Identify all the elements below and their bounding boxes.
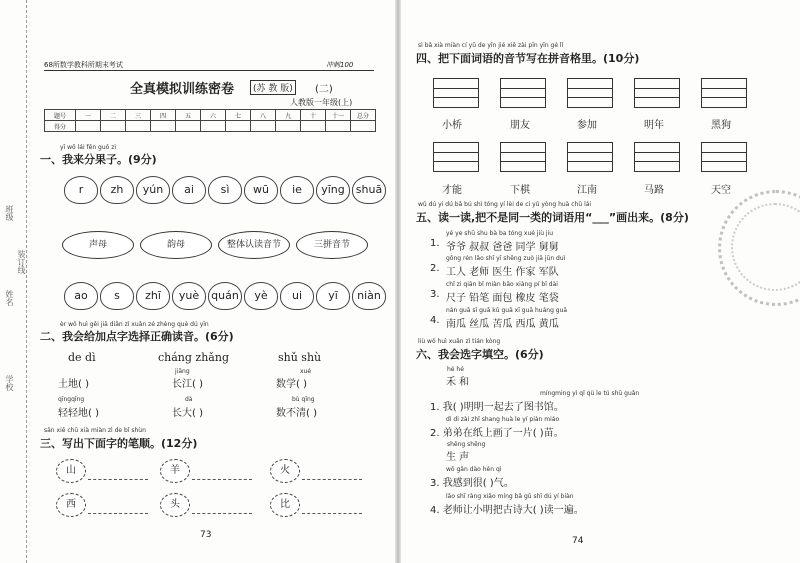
q2-word[interactable]: 数不清( ) [276,408,317,419]
q5-row-pinyin: nán guā sī guā kǔ guā xī guā huáng guā [446,307,568,314]
score-input-cell[interactable] [251,121,276,132]
q5-row-number: 2. [430,263,440,274]
score-input-cell[interactable] [176,121,201,132]
binding-label-line: 装订线 [17,250,26,274]
peach-item[interactable]: wū [244,176,278,204]
q6-pair1-chars: 禾 和 [446,377,470,388]
binding-label-class: 班级 [5,205,14,221]
score-input-cell[interactable] [201,121,226,132]
score-input-cell[interactable] [226,121,251,132]
q6-pair2-chars: 生 声 [446,452,470,463]
pinyin-grid[interactable] [567,142,613,172]
q6-title: 六、我会选字填空。(6分) [416,348,544,361]
score-input-cell[interactable] [276,121,301,132]
score-input-cell[interactable] [101,121,126,132]
score-table-header-row [45,110,376,121]
q5-pinyin: wǔ dú yi dú bǎ bú shì tóng yí lèi de cí yǔ yòng huà chū lái [418,201,592,208]
score-input-cell[interactable] [126,121,151,132]
score-cell: 六 [201,110,226,121]
binding-label-school: 学校 [5,375,14,391]
q4-word: 下棋 [510,185,530,196]
q2-word[interactable]: 长大( ) [172,408,203,419]
stroke-char: 西 [56,493,86,517]
q3-title: 三、写出下面字的笔顺。(12分) [40,437,198,450]
q2-word[interactable]: 轻轻地( ) [58,408,99,419]
q2-word-pinyin: xué [300,368,312,375]
q6-s2-pinyin: dì di zài zhǐ shang huà le yí piàn miáo [446,416,560,423]
q6-s4-pinyin: lǎo shī ràng xiǎo míng bǎ gǔ shī dú yí biàn [446,493,574,500]
peach-item[interactable]: zhī [136,282,170,310]
stroke-char: 比 [270,493,300,517]
score-cell: 总分 [351,110,376,121]
q5-row-number: 3. [430,289,440,300]
score-cell: 二 [101,110,126,121]
peach-item[interactable]: quán [208,282,242,310]
q2-word[interactable]: 长江( ) [172,379,203,390]
peach-item[interactable]: s [100,282,134,310]
pinyin-grid[interactable] [701,142,747,172]
q6-sentence-2[interactable]: 2. 弟弟在纸上画了一片( )苗。 [430,428,564,439]
q6-pinyin: liù wǒ huì xuǎn zì tián kòng [418,338,501,345]
stroke-char: 头 [160,493,190,517]
score-input-cell[interactable] [151,121,176,132]
stroke-answer-line[interactable] [88,478,148,480]
q6-s3-pinyin: wǒ gǎn dào hěn qì [446,466,502,473]
peach-item[interactable]: yīng [316,176,350,204]
q6-sentence-3[interactable]: 3. 我感到很( )气。 [430,478,514,489]
q5-title: 五、读一读,把不是同一类的词语用“___”画出来。(8分) [416,211,689,224]
q4-word: 黑狗 [711,120,731,131]
q2-pinyin: èr wǒ huì gěi jiā diǎn zì xuǎn zé zhèng què dú yīn [60,321,209,328]
stroke-char: 火 [270,459,300,483]
stroke-answer-line[interactable] [192,512,252,514]
score-table [44,109,376,132]
q5-row-pinyin: gōng rén lǎo shī yī shēng zuò jiā jūn duì [446,255,566,262]
header-right-text: 冲刺100 [326,61,354,69]
q6-pair2-pinyin: shēng shēng [447,441,486,448]
peach-item[interactable]: r [64,176,98,204]
page-number-left: 73 [200,530,212,540]
exam-title-suffix: (二) [315,84,333,95]
q4-pinyin: sì bǎ xià miàn cí yǔ de yīn jié xiě zài pīn yīn gé lǐ [418,42,564,49]
pinyin-grid[interactable] [701,78,747,108]
basket-finals[interactable]: 韵母 [140,231,212,259]
q3-pinyin: sān xiě chū xià miàn zì de bǐ shùn [44,427,146,434]
pinyin-grid[interactable] [433,78,479,108]
score-input-cell[interactable] [76,121,101,132]
page-number-right: 74 [572,536,584,546]
score-cell: 七 [226,110,251,121]
q6-s1-pinyin: míngming yì qǐ qù le tú shū guǎn [540,390,640,397]
score-input-cell[interactable] [301,121,326,132]
stroke-answer-line[interactable] [302,478,362,480]
score-cell: 八 [251,110,276,121]
pinyin-grid[interactable] [567,78,613,108]
q5-row-words[interactable]: 尺子 铅笔 面包 橡皮 笔袋 [446,293,559,304]
peach-item[interactable]: yún [136,176,170,204]
q6-sentence-4[interactable]: 4. 老师让小明把古诗大( )读一遍。 [430,505,584,516]
peach-item[interactable]: yè [244,282,278,310]
basket-three-part[interactable]: 三拼音节 [296,231,368,259]
basket-whole-syllables[interactable]: 整体认读音节 [218,231,290,259]
q4-word: 马路 [644,185,664,196]
header-small-text: 68所数学教科所期末考试 [44,61,123,69]
pinyin-grid[interactable] [433,142,479,172]
q2-word-pinyin: jiāng [175,368,190,375]
q2-title: 二、我会给加点字选择正确读音。(6分) [40,330,234,343]
q6-pair1-pinyin: hé hé [447,366,464,373]
book-spine [395,0,401,563]
score-input-cell[interactable] [326,121,351,132]
score-cell: 三 [126,110,151,121]
q4-word: 朋友 [510,120,530,131]
q2-word[interactable]: 数学( ) [276,379,307,390]
q4-word: 参加 [577,120,597,131]
peach-item[interactable]: yī [316,282,350,310]
score-cell: 得分 [45,121,76,132]
q5-row-words[interactable]: 工人 老师 医生 作家 军队 [446,267,559,278]
stroke-answer-line[interactable] [302,512,362,514]
q5-row-words[interactable]: 南瓜 丝瓜 苦瓜 西瓜 黄瓜 [446,319,559,330]
score-cell: 题号 [45,110,76,121]
q2-word[interactable]: 土地( ) [58,379,89,390]
basket-initials[interactable]: 声母 [62,231,134,259]
q4-word: 天空 [711,185,731,196]
stroke-char: 羊 [160,459,190,483]
pinyin-grid[interactable] [634,142,680,172]
peach-item[interactable]: ui [280,282,314,310]
score-cell: 四 [151,110,176,121]
q2-choices-1: de dì [68,351,96,364]
pinyin-grid[interactable] [634,78,680,108]
score-cell: 一 [76,110,101,121]
stroke-answer-line[interactable] [192,478,252,480]
binding-label-name: 姓名 [5,290,14,306]
q4-title: 四、把下面词语的音节写在拼音格里。(10分) [416,52,640,65]
q4-word: 明年 [644,120,664,131]
peach-item[interactable]: zh [100,176,134,204]
q2-choices-3: shǔ shù [278,351,322,364]
peach-item[interactable]: shuā [352,176,386,204]
header-rule [44,70,374,71]
q1-title: 一、我来分果子。(9分) [40,153,157,166]
grade-label: 人教版一年级(上) [290,98,353,107]
q5-row-pinyin: chǐ zi qiān bǐ miàn bāo xiàng pí bǐ dài [446,281,558,288]
peach-item[interactable]: ie [280,176,314,204]
q2-word-pinyin: dà [185,396,193,403]
stroke-answer-line[interactable] [88,512,148,514]
stroke-char: 山 [56,459,86,483]
peach-item[interactable]: ai [172,176,206,204]
peach-item[interactable]: sì [208,176,242,204]
peach-item[interactable]: yuè [172,282,206,310]
q4-word: 小桥 [442,120,462,131]
q5-row-number: 4. [430,315,440,326]
score-input-cell[interactable] [351,121,376,132]
peach-item[interactable]: niàn [352,282,386,310]
pinyin-grid[interactable] [500,78,546,108]
score-table-score-row [45,121,376,132]
q2-word-pinyin: qīngqīng [58,396,85,403]
q1-pinyin: yī wǒ lái fēn guǒ zi [60,144,117,151]
exam-title-badge: (苏 教 版) [250,80,296,95]
q2-choices-2: cháng zhǎng [158,351,229,364]
q2-word-pinyin: bù qīng [292,396,315,403]
score-cell: 十 [301,110,326,121]
q4-word: 江南 [577,185,597,196]
pinyin-grid[interactable] [500,142,546,172]
q5-row-number: 1. [430,238,440,249]
q6-sentence-1[interactable]: 1. 我( )明明一起去了图书馆。 [430,402,564,413]
peach-item[interactable]: ao [64,282,98,310]
score-cell: 九 [276,110,301,121]
binding-margin [0,0,27,563]
q5-row-pinyin: yé ye shū shu bà ba tóng xué jiù jiu [446,230,554,237]
score-cell: 五 [176,110,201,121]
q4-word: 才能 [442,185,462,196]
score-cell: 十一 [326,110,351,121]
q5-row-words[interactable]: 爷爷 叔叔 爸爸 同学 舅舅 [446,242,559,253]
exam-title: 全真模拟训练密卷 [130,82,235,97]
